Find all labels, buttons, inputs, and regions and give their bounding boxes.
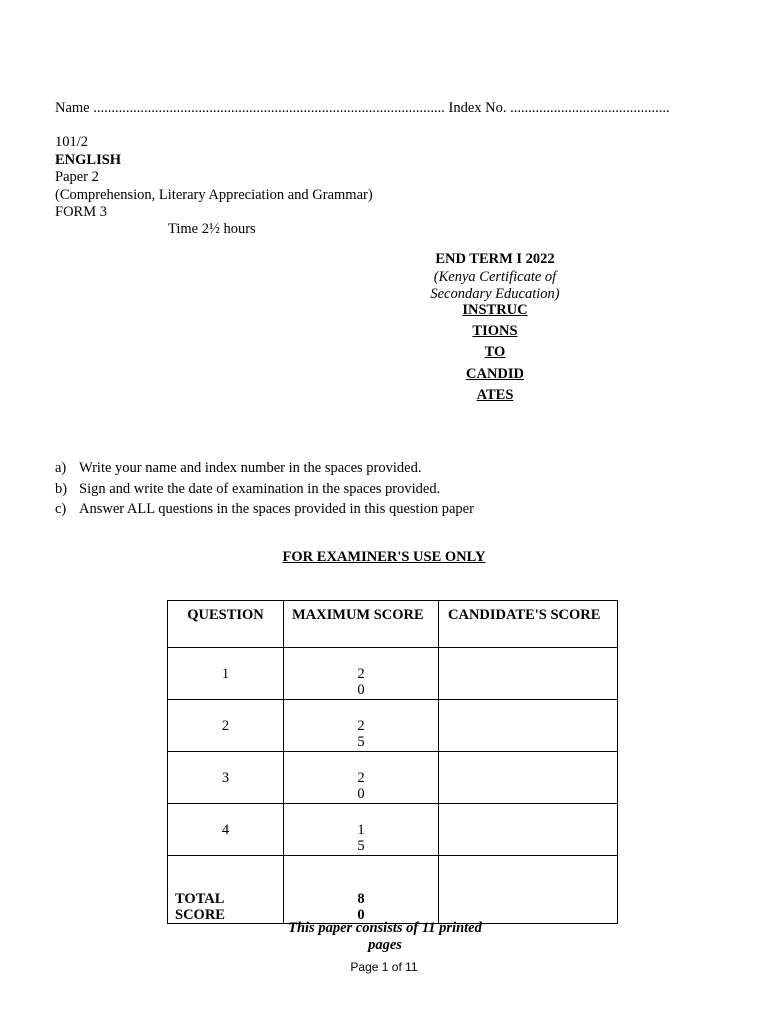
max-score-digit: 2 [357,770,365,786]
question-cell [168,700,284,752]
list-item [55,499,474,520]
question-number: 4 [221,822,230,838]
max-score-digit: 2 [357,666,365,682]
certificate-line-1: (Kenya Certificate of [433,268,557,285]
total-max-cell [284,856,439,924]
form-level: FORM 3 [55,204,107,220]
max-score-cell [284,700,439,752]
certificate-line-2: Secondary Education) [430,286,560,302]
list-item [55,479,474,500]
max-score-cell [284,648,439,700]
page-number: Page 1 of 11 [350,960,418,974]
instructions-heading-part: TIONS [472,323,518,340]
item-letter: c) [55,501,67,517]
question-number: 2 [221,718,230,734]
table-row [168,752,618,804]
question-cell [168,752,284,804]
max-score-cell [284,804,439,856]
table-row [168,700,618,752]
exam-block [405,251,585,304]
max-score-cell [284,752,439,804]
table-header-row [168,601,618,648]
max-score-digit: 1 [357,822,365,838]
table-row [168,648,618,700]
time-allowed: Time 2½ hours [168,221,256,237]
exam-term: END TERM I 2022 [435,251,555,267]
total-candidate-cell[interactable] [439,856,618,924]
item-text: Sign and write the date of examination in the spaces provided. [79,480,441,497]
instructions-heading-part: INSTRUC [462,302,528,318]
total-max-digit: 0 [357,907,365,923]
item-letter: b) [55,480,68,497]
max-score-digit: 5 [357,838,365,854]
column-header-max-score: MAXIMUM SCORE [284,601,439,648]
instruction-list [55,458,474,520]
max-score-digit: 2 [357,718,365,734]
total-label-line: SCORE [175,907,225,923]
candidate-score-cell[interactable] [439,700,618,752]
candidate-score-cell[interactable] [439,648,618,700]
question-number: 3 [221,770,230,786]
max-score-digit: 0 [357,682,365,698]
table-row [168,804,618,856]
column-header-question: QUESTION [168,601,284,648]
paper-header [55,134,373,222]
list-item [55,458,474,479]
item-letter: a) [55,460,67,476]
score-table [167,600,618,924]
subject-title: ENGLISH [55,151,122,168]
total-label-line: TOTAL [175,891,225,907]
examiner-heading: FOR EXAMINER'S USE ONLY [282,549,486,565]
paper-number: Paper 2 [55,169,99,185]
total-max-digit: 8 [357,891,365,907]
paper-code: 101/2 [55,134,89,150]
paper-description: (Comprehension, Literary Appreciation and Grammar) [55,186,373,203]
instructions-heading [440,300,550,406]
item-text: Answer ALL questions in the spaces provided in this question paper [79,501,474,517]
question-cell [168,648,284,700]
column-header-candidate-score: CANDIDATE'S SCORE [439,601,618,648]
item-text: Write your name and index number in the spaces provided. [79,460,422,476]
total-label-cell [168,856,284,924]
candidate-score-cell[interactable] [439,752,618,804]
instructions-heading-part: CANDID [466,365,524,382]
question-cell [168,804,284,856]
candidate-score-cell[interactable] [439,804,618,856]
max-score-digit: 0 [357,786,365,802]
instructions-heading-part: ATES [476,386,514,403]
page-count-note: This paper consists of 11 printed pages [288,920,482,953]
total-row [168,856,618,924]
instructions-heading-part: TO [484,344,506,361]
question-number: 1 [221,666,230,682]
max-score-digit: 5 [357,734,365,750]
name-index-line: Name ................................................................................................. Index No. ............................................ [55,100,670,116]
